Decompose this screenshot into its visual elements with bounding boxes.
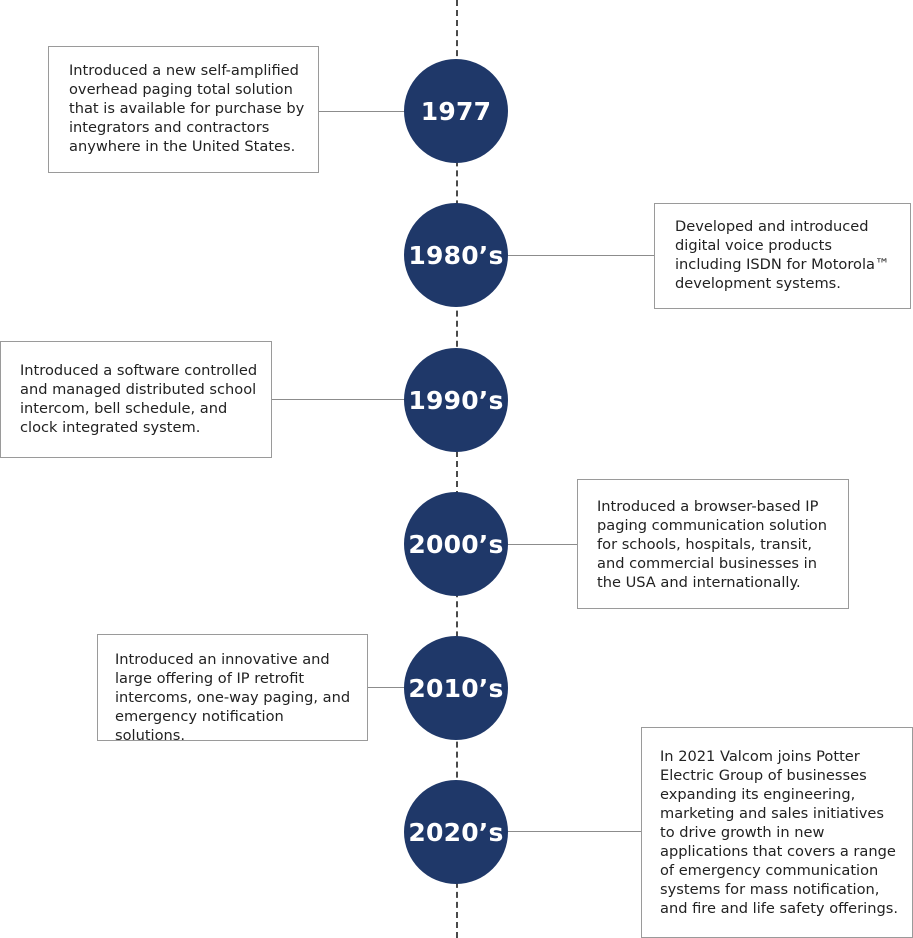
year-label-1990s: 1990’s <box>408 385 504 415</box>
year-circle-1990s <box>404 348 508 452</box>
connector-2000s <box>500 544 578 545</box>
year-circle-2000s <box>404 492 508 596</box>
connector-1990s <box>270 399 418 400</box>
milestone-box-1990s <box>0 341 272 458</box>
year-label-1980s: 1980’s <box>408 240 504 270</box>
year-circle-2020s <box>404 780 508 884</box>
milestone-box-2020s <box>641 727 913 938</box>
milestone-box-2000s <box>577 479 849 609</box>
milestone-text-2010s: Introduced an innovative and large offering of IP retrofit intercoms, one-way paging, and emergency notification solutions. <box>115 651 351 744</box>
connector-2020s <box>500 831 642 832</box>
milestone-box-1980s <box>654 203 911 309</box>
year-label-2010s: 2010’s <box>408 673 504 703</box>
year-label-2000s: 2000’s <box>408 529 504 559</box>
milestone-text-2020s: In 2021 Valcom joins Potter Electric Group of businesses expanding its engineering, marketing and sales initiatives to drive growth in new applications that covers a range of emergency communication systems for mass notification, and fire and life safety offerings. <box>660 748 898 917</box>
milestone-box-2010s <box>97 634 368 744</box>
year-label-1977: 1977 <box>420 96 492 126</box>
milestone-text-1990s: Introduced a software controlled and managed distributed school intercom, bell schedule, and clock integrated system. <box>20 362 258 436</box>
milestone-text-2000s: Introduced a browser-based IP paging communication solution for schools, hospitals, transit, and commercial businesses in the USA and internationally. <box>597 498 827 591</box>
milestone-text-1980s: Developed and introduced digital voice products including ISDN for Motorola™ development systems. <box>675 218 890 292</box>
year-circle-1980s <box>404 203 508 307</box>
year-circle-2010s <box>404 636 508 740</box>
connector-1980s <box>500 255 655 256</box>
year-label-2020s: 2020’s <box>408 817 504 847</box>
connector-1977 <box>318 111 418 112</box>
milestone-text-1977: Introduced a new self-amplified overhead paging total solution that is available for purchase by integrators and contractors anywhere in the United States. <box>69 62 305 155</box>
milestone-box-1977 <box>48 46 319 173</box>
year-circle-1977 <box>404 59 508 163</box>
